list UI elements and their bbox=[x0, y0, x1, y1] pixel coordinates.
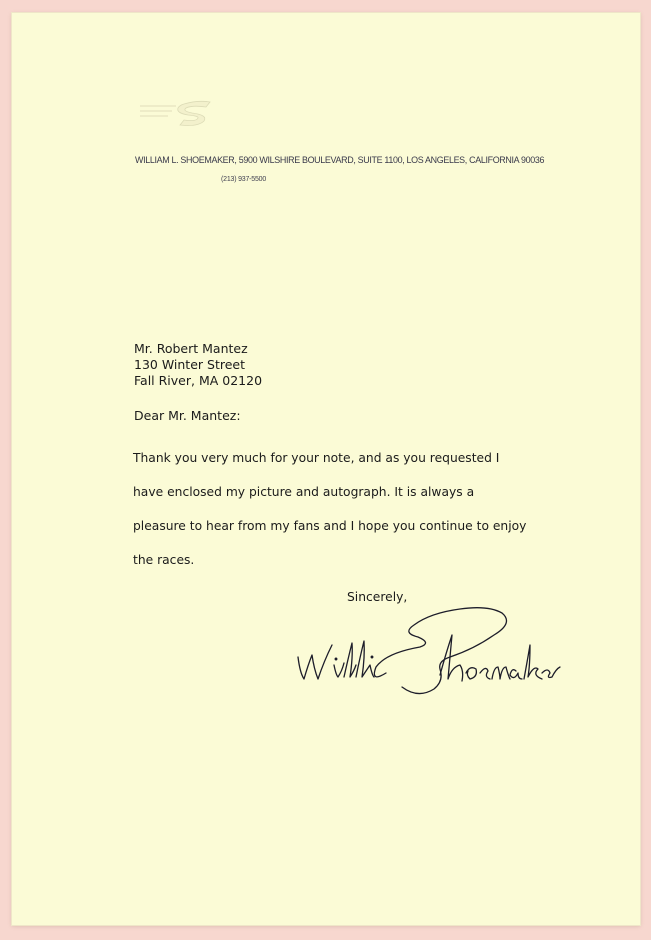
letterhead-address: WILLIAM L. SHOEMAKER, 5900 WILSHIRE BOULEVARD, SUITE 1100, LOS ANGELES, CALIFORNIA 90036 bbox=[135, 155, 545, 165]
embossed-logo bbox=[132, 98, 222, 128]
letterhead-phone: (213) 937-5500 bbox=[221, 176, 267, 183]
signature bbox=[290, 595, 570, 705]
closing: Sincerely, bbox=[347, 590, 408, 604]
recipient-city: Fall River, MA 02120 bbox=[134, 373, 263, 388]
recipient-street: 130 Winter Street bbox=[134, 357, 245, 372]
letter-body bbox=[133, 441, 526, 577]
body-line: have enclosed my picture and autograph. It is always a bbox=[133, 485, 475, 499]
recipient-address bbox=[134, 341, 262, 389]
letter-page bbox=[12, 13, 640, 925]
body-line: the races. bbox=[133, 553, 195, 567]
recipient-name: Mr. Robert Mantez bbox=[134, 341, 248, 356]
body-line: pleasure to hear from my fans and I hope you continue to enjoy bbox=[133, 519, 527, 533]
salutation: Dear Mr. Mantez: bbox=[134, 408, 241, 423]
body-line: Thank you very much for your note, and as you requested I bbox=[133, 451, 500, 465]
